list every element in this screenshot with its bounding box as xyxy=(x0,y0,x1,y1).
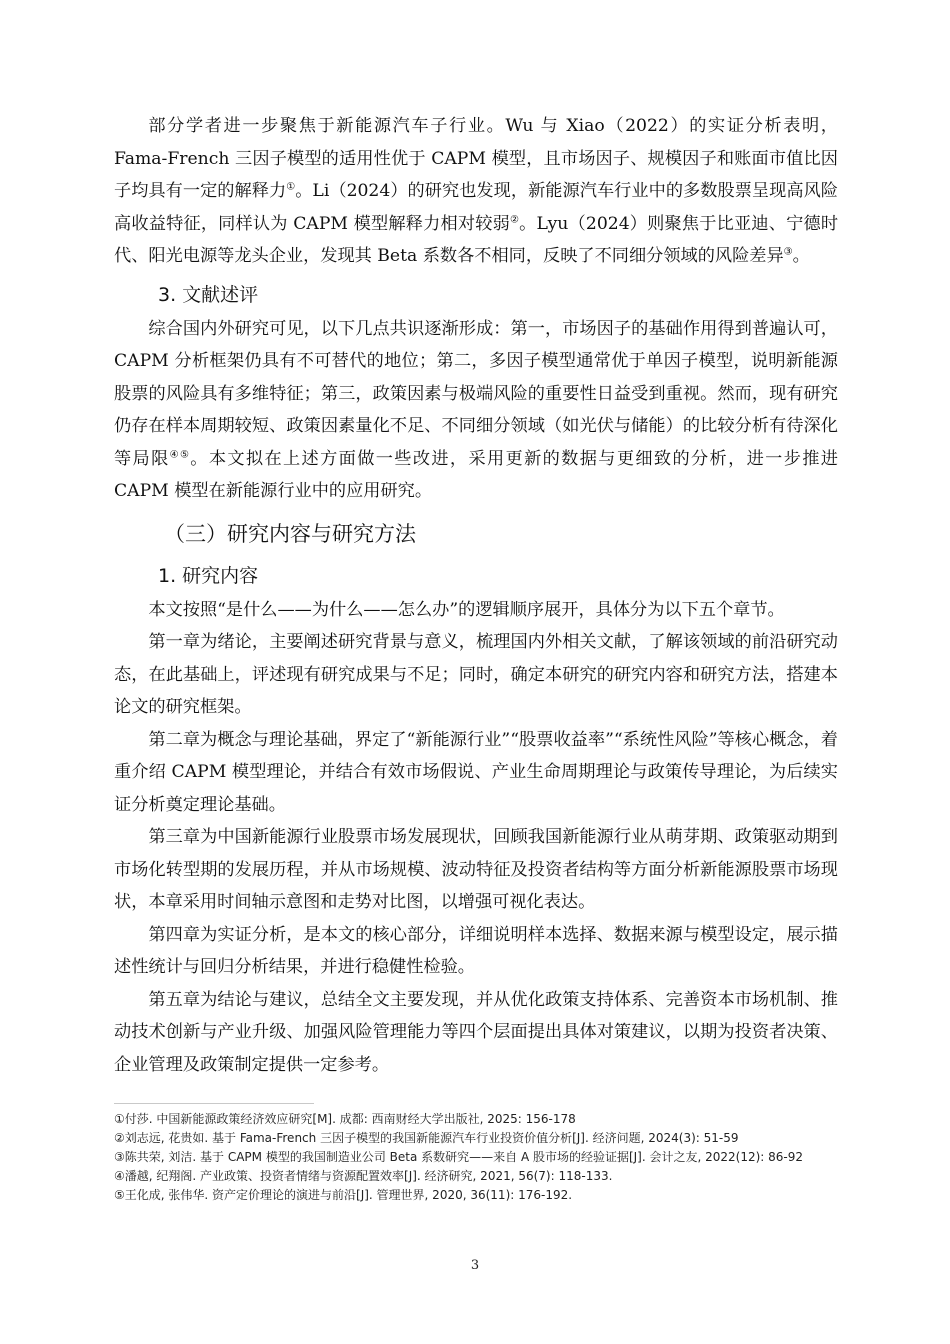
text-run: 部分学者进一步聚焦于新能源汽车子行业。Wu 与 Xiao（2022）的实证分析表明，Fama-French 三因子模型的适用性优于 CAPM 模型，且市场因子、规模因子和账面市值比因子均具有一定的解释力 xyxy=(114,116,838,201)
text-run: 。本文拟在上述方面做一些改进，采用更新的数据与更细致的分析，进一步推进 CAPM 模型在新能源行业中的应用研究。 xyxy=(114,448,838,501)
footnote-item: ④潘越, 纪翔阁. 产业政策、投资者情绪与资源配置效率[J]. 经济研究, 2021, 56(7): 118-133. xyxy=(114,1169,613,1183)
footnote-ref[interactable]: ① xyxy=(286,181,296,193)
text-run: 。 xyxy=(792,246,810,266)
chapter-heading: （三）研究内容与研究方法 xyxy=(164,521,416,546)
paragraph-chapter-5: 第五章为结论与建议，总结全文主要发现，并从优化政策支持体系、完善资本市场机制、推动技术创新与产业升级、加强风险管理能力等四个层面提出具体对策建议，以期为投资者决策、企业管理及政策制定提供一定参考。 xyxy=(114,989,838,1075)
section-heading-review: 3. 文献述评 xyxy=(158,283,259,306)
paragraph-chapter-2: 第二章为概念与理论基础，界定了“新能源行业”“股票收益率”“系统性风险”等核心概念，着重介绍 CAPM 模型理论，并结合有效市场假说、产业生命周期理论与政策传导理论，为后续实证分析奠定理论基础。 xyxy=(114,729,838,815)
footnote-ref[interactable]: ④⑤ xyxy=(169,448,191,460)
paragraph-chapter-3: 第三章为中国新能源行业股票市场发展现状，回顾我国新能源行业从萌芽期、政策驱动期到市场化转型期的发展历程，并从市场规模、波动特征及投资者结构等方面分析新能源股票市场现状，本章采用时间轴示意图和走势对比图，以增强可视化表达。 xyxy=(114,827,838,912)
text-run: 。Lyu（2024）则聚焦于比亚迪、宁德时代、阳光电源等龙头企业，发现其 Beta 系数各不相同，反映了不同细分领域的风险差异 xyxy=(114,213,839,266)
footnote-item: ②刘志远, 花贵如. 基于 Fama-French 三因子模型的我国新能源汽车行业投资价值分析[J]. 经济问题, 2024(3): 51-59 xyxy=(114,1131,739,1145)
paragraph-review xyxy=(114,313,838,508)
text-run: 综合国内外研究可见，以下几点共识逐渐形成：第一，市场因子的基础作用得到普遍认可，CAPM 分析框架仍具有不可替代的地位；第二，多因子模型通常优于单因子模型，说明新能源股票的风险具有多维特征；第三，政策因素与极端风险的重要性日益受到重视。然而，现有研究仍存在样本周期较短、政策因素量化不足、不同细分领域（如光伏与储能）的比较分析有待深化等局限 xyxy=(114,318,838,469)
page-number: 3 xyxy=(470,1258,480,1273)
footnote-ref[interactable]: ③ xyxy=(783,246,793,258)
body-text xyxy=(114,110,838,1081)
footnote-item: ⑤王化成, 张伟华. 资产定价理论的演进与前沿[J]. 管理世界, 2020, 36(11): 176-192. xyxy=(114,1188,573,1202)
footnote-item: ①付莎. 中国新能源政策经济效应研究[M]. 成都: 西南财经大学出版社, 2025: 156-178 xyxy=(114,1112,576,1126)
footnote-item: ③陈共荣, 刘洁. 基于 CAPM 模型的我国制造业公司 Beta 系数研究——来自 A 股市场的经验证据[J]. 会计之友, 2022(12): 86-92 xyxy=(114,1150,804,1164)
footnotes xyxy=(114,1103,844,1205)
paragraph-chapter-4: 第四章为实证分析，是本文的核心部分，详细说明样本选择、数据来源与模型设定，展示描述性统计与回归分析结果，并进行稳健性检验。 xyxy=(114,924,838,977)
text-run: 。Li（2024）的研究也发现，新能源汽车行业中的多数股票呈现高风险高收益特征，同样认为 CAPM 模型解释力相对较弱 xyxy=(114,181,838,234)
section-heading-content: 1. 研究内容 xyxy=(158,564,259,587)
footnote-divider xyxy=(114,1103,314,1104)
paragraph-chapter-1: 第一章为绪论，主要阐述研究背景与意义，梳理国内外相关文献，了解该领域的前沿研究动态，在此基础上，评述现有研究成果与不足；同时，确定本研究的研究内容和研究方法，搭建本论文的研究框架。 xyxy=(114,632,838,717)
paragraph-structure: 本文按照“是什么——为什么——怎么办”的逻辑顺序展开，具体分为以下五个章节。 xyxy=(148,599,785,620)
paragraph-ev-industry xyxy=(114,110,838,273)
footnote-ref[interactable]: ② xyxy=(509,213,520,225)
